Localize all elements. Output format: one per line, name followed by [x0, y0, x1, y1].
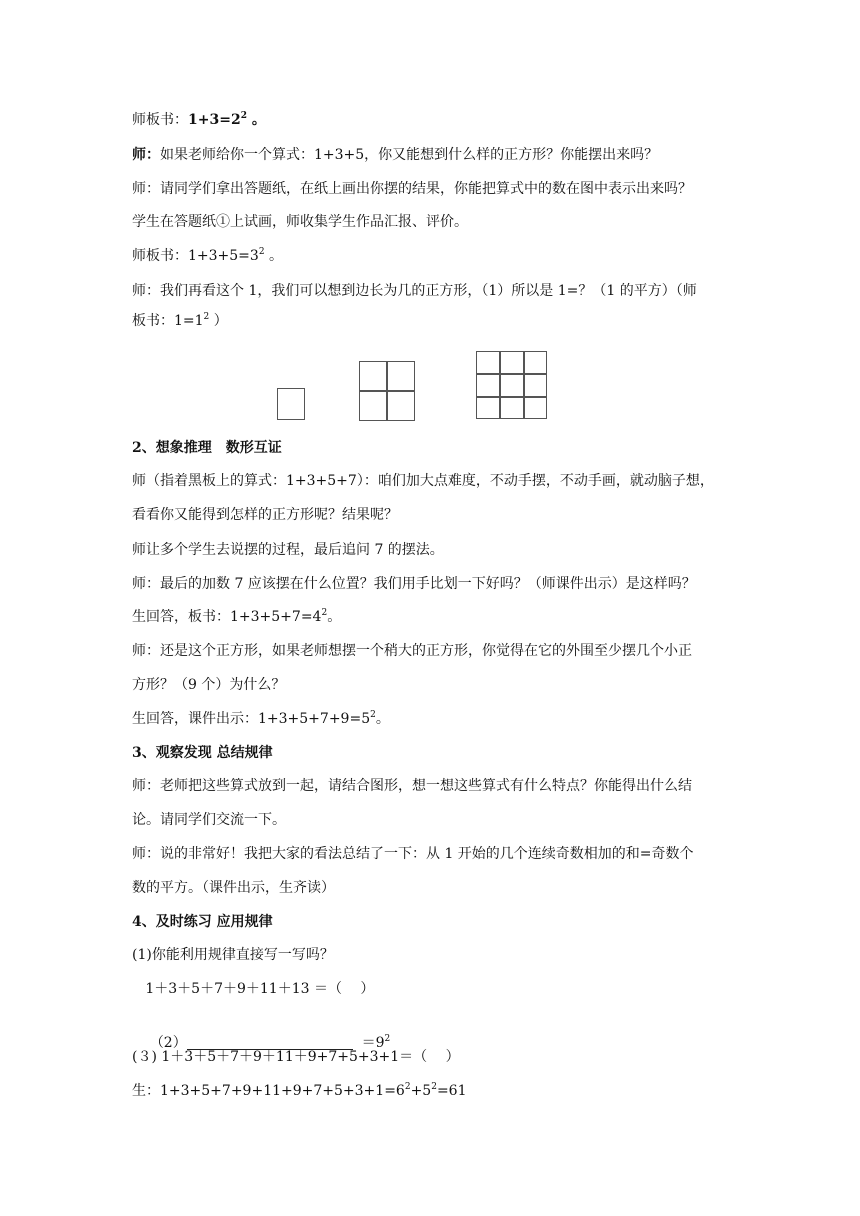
teacher-question-5-cont: 方形？（9 个）为什么？ — [132, 677, 286, 693]
teacher-question-1: 师：如果老师给你一个算式：1+3+5，你又能想到什么样的正方形？你能摆出来吗？ — [132, 147, 659, 163]
grid-line — [523, 351, 525, 419]
section-heading-3: 3、观察发现 总结规律 — [132, 745, 273, 761]
section-heading-4: 4、及时练习 应用规律 — [132, 914, 273, 930]
exercise-2: $(2) =9^2$ — [149, 1034, 391, 1051]
grid-line — [359, 390, 415, 392]
teacher-question-6: 师：老师把这些算式放到一起，请结合图形，想一想这些算式有什么特点？你能得出什么结 — [132, 778, 692, 794]
teacher-prompt-3: 师（指着黑板上的算式：1+3+5+7）：咱们加大点难度，不动手摆，不动手画，就动脑子想， — [132, 473, 714, 489]
square-1x1 — [277, 388, 305, 420]
board-note-4: 生回答，板书：$1+3+5+7=4^2$。 — [132, 608, 342, 625]
square-3x3 — [476, 351, 547, 419]
teacher-summary: 师：说的非常好！我把大家的看法总结了一下：从 1 开始的几个连续奇数相加的和=奇数个 — [132, 846, 694, 862]
teacher-followup: 师让多个学生去说摆的过程，最后追问 7 的摆法。 — [132, 542, 444, 558]
teacher-summary-cont: 数的平方。（课件出示，生齐读） — [132, 880, 335, 896]
board-note-5: 生回答，课件出示：$1+3+5+7+9=5^2$。 — [132, 710, 390, 727]
exercise-1-prompt: (1)你能利用规律直接写一写吗？ — [132, 947, 334, 963]
grid-line — [499, 351, 501, 419]
square-figures — [270, 345, 560, 425]
teacher-question-5: 师：还是这个正方形，如果老师想摆一个稍大的正方形，你觉得在它的外围至少摆几个小正 — [132, 643, 692, 659]
exercise-1-expression: 1＋3＋5＋7＋9＋11＋13 ＝（ ） — [132, 981, 375, 997]
teacher-question-6-cont: 论。请同学们交流一下。 — [132, 812, 286, 828]
student-activity: 学生在答题纸①上试画，师收集学生作品汇报、评价。 — [132, 214, 468, 230]
grid-line — [476, 373, 547, 375]
board-note-3: 板书：$1=1^2$ ） — [132, 312, 228, 329]
teacher-question-2: 师：我们再看这个 1，我们可以想到边长为几的正方形，（1）所以是 1=？（1 的平方）（师 — [132, 283, 697, 299]
grid-line — [476, 396, 547, 398]
exercise-3: (３) 1＋3＋5＋7＋9＋11＋9+7+5+3+1＝（ ） — [132, 1049, 460, 1065]
teacher-prompt-3-cont: 看看你又能得到怎样的正方形呢？结果呢？ — [132, 507, 398, 523]
board-note-1: 师板书：$1+3=2^2$ 。 — [132, 111, 266, 128]
student-answer: 生：$1+3+5+7+9+11+9+7+5+3+1=6^2+5^2=61$ — [132, 1082, 467, 1099]
board-note-2: 师板书：$1+3+5=3^2$ 。 — [132, 247, 284, 264]
section-heading-2: 2、想象推理 数形互证 — [132, 440, 282, 456]
teacher-question-4: 师：最后的加数 7 应该摆在什么位置？我们用手比划一下好吗？（师课件出示）是这样吗？ — [132, 576, 696, 592]
teacher-instruction: 师：请同学们拿出答题纸，在纸上画出你摆的结果，你能把算式中的数在图中表示出来吗？ — [132, 181, 692, 197]
